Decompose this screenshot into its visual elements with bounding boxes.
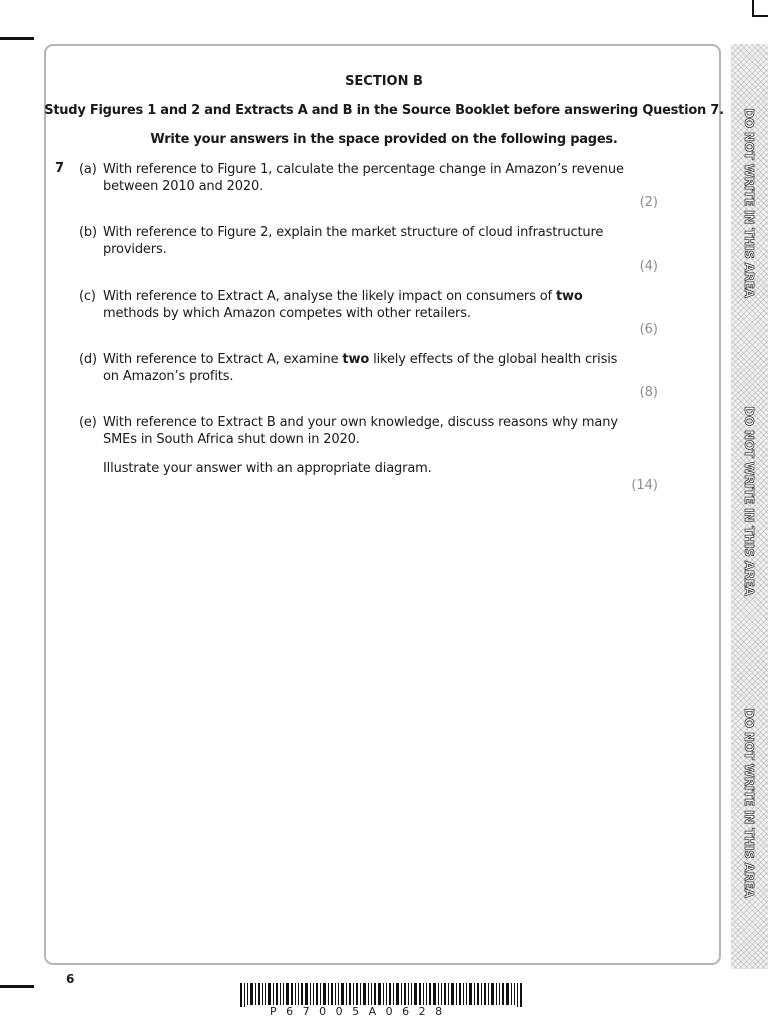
part-line-text: With reference to Extract A, examine — [103, 352, 343, 367]
part-line: Illustrate your answer with an appropriate diagram. — [103, 461, 432, 476]
part-letter: (b) — [79, 225, 97, 240]
registration-mark-top-left — [0, 37, 34, 40]
marks-c: (6) — [639, 322, 658, 337]
part-line: on Amazon’s profits. — [103, 369, 234, 384]
part-line — [103, 288, 638, 305]
part-line: methods by which Amazon competes with other retailers. — [103, 306, 471, 321]
section-title: SECTION B — [345, 74, 423, 89]
part-text — [103, 351, 638, 385]
registration-mark-top-right — [752, 0, 754, 16]
barcode-number: P67005A0628 — [270, 1005, 452, 1018]
marks-e: (14) — [631, 478, 658, 493]
page-number: 6 — [66, 972, 75, 986]
part-line-text: With reference to Extract A, analyse the likely impact on consumers of — [103, 289, 556, 304]
part-letter: (e) — [79, 415, 97, 430]
part-line: With reference to Figure 1, calculate the percentage change in Amazon’s revenue — [103, 162, 624, 177]
part-letter: (c) — [79, 289, 96, 304]
part-line-text: likely effects of the global health crisis — [369, 352, 618, 367]
instruction-study: Study Figures 1 and 2 and Extracts A and B in the Source Booklet before answering Question 7. — [44, 103, 724, 118]
question-number: 7 — [55, 161, 65, 176]
part-text — [103, 288, 638, 322]
part-letter: (d) — [79, 352, 97, 367]
margin-warning-middle: DO NOT WRITE IN THIS AREA — [742, 406, 756, 596]
barcode — [240, 983, 524, 1007]
margin-warning-bottom: DO NOT WRITE IN THIS AREA — [742, 708, 756, 898]
part-text — [103, 224, 638, 258]
emphasis-two: two — [342, 352, 370, 367]
margin-warning-top: DO NOT WRITE IN THIS AREA — [742, 108, 756, 298]
marks-b: (4) — [639, 259, 658, 274]
part-line: With reference to Extract B and your own knowledge, discuss reasons why many — [103, 415, 618, 430]
part-line: between 2010 and 2020. — [103, 179, 264, 194]
part-text — [103, 161, 638, 195]
part-line: With reference to Figure 2, explain the market structure of cloud infrastructure — [103, 225, 604, 240]
registration-mark-bottom-left — [0, 985, 34, 988]
part-line — [103, 351, 638, 368]
instruction-write: Write your answers in the space provided on the following pages. — [150, 132, 618, 147]
registration-mark-top-right-h — [752, 15, 768, 17]
part-text — [103, 414, 638, 477]
part-line: SMEs in South Africa shut down in 2020. — [103, 432, 360, 447]
emphasis-two: two — [555, 289, 583, 304]
part-line: providers. — [103, 242, 167, 257]
part-letter: (a) — [79, 162, 97, 177]
marks-d: (8) — [639, 385, 658, 400]
marks-a: (2) — [639, 195, 658, 210]
